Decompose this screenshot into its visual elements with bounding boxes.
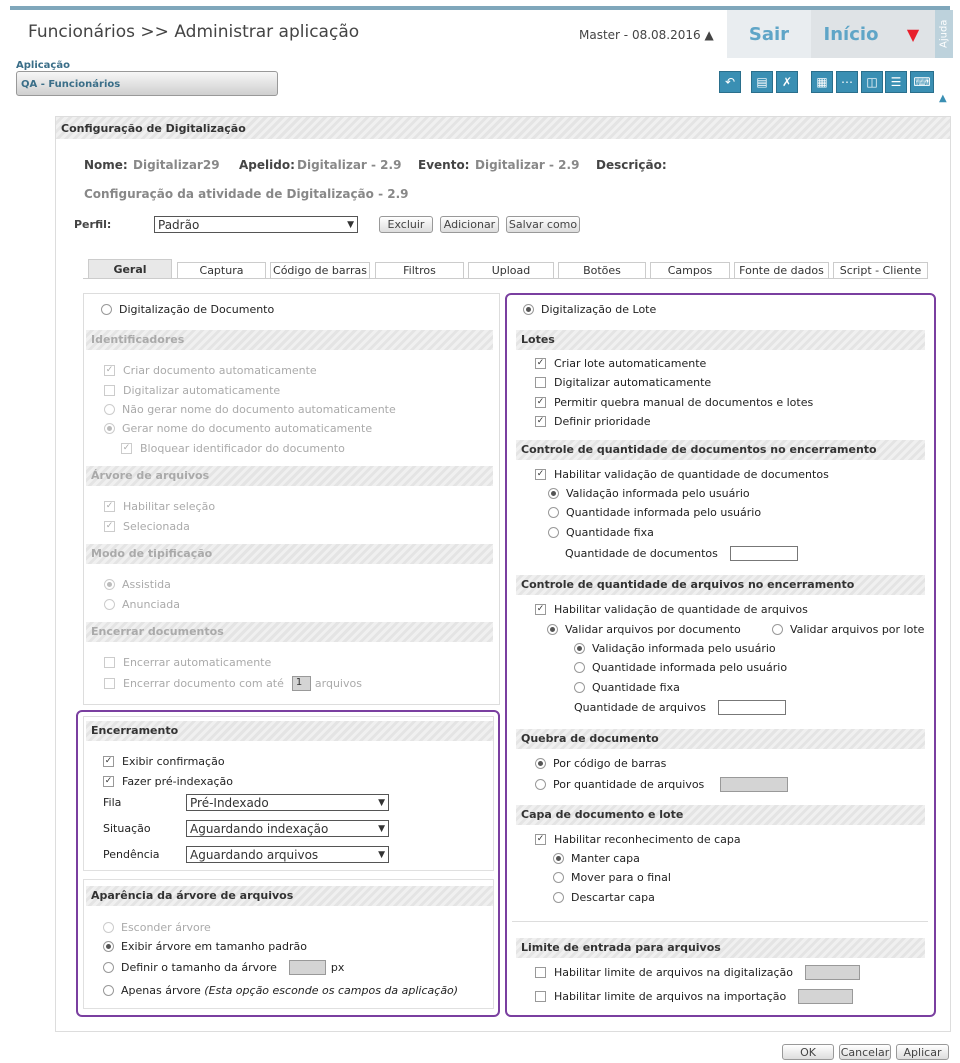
quebra-item[interactable] [535, 757, 666, 770]
radio-icon[interactable] [548, 507, 559, 518]
qtd-arquivos-input[interactable] [718, 700, 786, 715]
lotes-item[interactable] [535, 376, 711, 389]
cqa-label: Quantidade informada pelo usuário [592, 661, 788, 674]
cqd-label: Quantidade fixa [566, 526, 654, 539]
capa-item[interactable] [553, 871, 671, 884]
list-icon[interactable]: ☰ [885, 71, 907, 93]
ident-label: Digitalizar automaticamente [123, 384, 281, 397]
lotes-label: Permitir quebra manual de documentos e lotes [554, 396, 814, 409]
doc-radio[interactable] [101, 304, 112, 315]
left-panel [83, 293, 500, 705]
cqa-label: Habilitar validação de quantidade de arquivos [554, 603, 808, 616]
radio-icon[interactable] [104, 579, 115, 590]
encerramento-header: Encerramento [86, 721, 493, 741]
cancel-button[interactable]: Cancelar [840, 1045, 890, 1059]
aparencia-label: Exibir árvore em tamanho padrão [121, 940, 307, 953]
application-label: Aplicação [16, 60, 70, 71]
cqd-item[interactable] [548, 526, 654, 539]
radio-icon[interactable] [103, 985, 114, 996]
radio-icon[interactable] [553, 892, 564, 903]
quebra-item[interactable] [535, 777, 788, 792]
radio-icon[interactable] [548, 488, 559, 499]
cqd-label: Validação informada pelo usuário [566, 487, 750, 500]
situacao-value: Aguardando indexação [190, 821, 329, 836]
arvore-header: Árvore de arquivos [86, 466, 493, 486]
cqa-item[interactable] [574, 642, 776, 655]
limite-importacao-input[interactable] [798, 989, 853, 1004]
situacao-label: Situação [103, 822, 151, 835]
tab-captura[interactable]: Captura [177, 262, 266, 278]
dashes-icon[interactable]: ⋯ [836, 71, 858, 93]
encerramento-label: Fazer pré-indexação [122, 775, 233, 788]
chevron-down-icon: ▼ [347, 219, 354, 230]
limite-item[interactable] [535, 965, 860, 980]
qtd-documentos-label: Quantidade de documentos [565, 547, 718, 560]
cqa-label: Validação informada pelo usuário [592, 642, 776, 655]
aparencia-header: Aparência da árvore de arquivos [86, 886, 493, 906]
radio-icon[interactable] [103, 941, 114, 952]
evento-value: Digitalizar - 2.9 [475, 158, 580, 172]
limite-item[interactable] [535, 989, 853, 1004]
encerrar-item[interactable] [104, 656, 271, 669]
lotes-item[interactable] [535, 396, 813, 409]
capa-label: Habilitar reconhecimento de capa [554, 833, 741, 846]
tab-geral[interactable]: Geral [88, 259, 172, 278]
aparencia-item[interactable] [103, 960, 344, 975]
radio-icon[interactable] [547, 624, 558, 635]
radio-icon[interactable] [104, 404, 115, 415]
back-icon[interactable]: ↶ [719, 71, 741, 93]
capa-label: Mover para o final [571, 871, 671, 884]
cqa-item[interactable] [547, 623, 741, 636]
salvar-como-button[interactable]: Salvar como [506, 216, 580, 233]
arvore-item[interactable] [104, 500, 215, 513]
limite-header: Limite de entrada para arquivos [516, 938, 925, 958]
ident-label: Criar documento automaticamente [123, 364, 317, 377]
radio-icon[interactable] [535, 758, 546, 769]
pendencia-value: Aguardando arquivos [190, 847, 319, 862]
aparencia-note: (Esta opção esconde os campos da aplicação) [204, 984, 459, 997]
encerramento-label: Exibir confirmação [122, 755, 225, 768]
checkbox-icon[interactable]: ✓ [536, 416, 545, 426]
aparencia-item[interactable] [103, 921, 211, 934]
ident-item[interactable] [104, 384, 280, 397]
keyboard-icon[interactable]: ⌨ [910, 71, 934, 93]
adicionar-button[interactable]: Adicionar [440, 216, 499, 233]
checkbox-icon[interactable]: ✓ [536, 397, 545, 407]
radio-icon[interactable] [535, 779, 546, 790]
encerramento-item[interactable] [103, 755, 225, 768]
radio-icon[interactable] [574, 643, 585, 654]
columns-icon[interactable]: ◫ [861, 71, 883, 93]
tab-codigo-barras[interactable]: Código de barras [270, 262, 370, 278]
chevron-down-icon: ▼ [378, 797, 385, 808]
radio-icon[interactable] [553, 872, 564, 883]
name-label: Nome: [84, 158, 128, 172]
cqa-item[interactable] [574, 661, 787, 674]
logout-button[interactable]: Sair [727, 10, 811, 58]
checkbox-icon[interactable] [104, 657, 115, 668]
lotes-item[interactable] [535, 357, 706, 370]
aparencia-item[interactable] [103, 940, 307, 953]
lotes-label: Digitalizar automaticamente [554, 376, 712, 389]
fila-label: Fila [103, 796, 122, 809]
limite-label: Habilitar limite de arquivos na digitalização [554, 966, 793, 979]
quebra-label: Por quantidade de arquivos [553, 778, 705, 791]
checkbox-icon[interactable]: ✓ [122, 443, 131, 453]
checkbox-icon[interactable]: ✓ [104, 756, 113, 766]
radio-icon[interactable] [103, 962, 114, 973]
aparencia-label: Apenas árvore [121, 984, 201, 997]
modo-item[interactable] [104, 598, 180, 611]
pendencia-label: Pendência [103, 848, 160, 861]
px-label: px [330, 961, 345, 974]
doc-radio-row[interactable] [101, 303, 274, 316]
checkbox-icon[interactable]: ✓ [105, 501, 114, 511]
radio-icon[interactable] [104, 599, 115, 610]
lotes-label: Criar lote automaticamente [554, 357, 707, 370]
encerrar-label: Encerrar documento com até [123, 677, 284, 690]
situacao-select[interactable] [186, 820, 389, 837]
perfil-select[interactable] [154, 216, 358, 233]
radio-icon[interactable] [772, 624, 783, 635]
limite-label: Habilitar limite de arquivos na importação [554, 990, 787, 1003]
tab-campos[interactable]: Campos [650, 262, 730, 278]
tab-filtros[interactable]: Filtros [375, 262, 464, 278]
radio-icon[interactable] [553, 853, 564, 864]
cqa-header: Controle de quantidade de arquivos no encerramento [516, 575, 925, 595]
cqd-item[interactable] [535, 468, 829, 481]
checkbox-icon[interactable] [535, 991, 546, 1002]
encerrar-label: Encerrar automaticamente [123, 656, 272, 669]
application-select[interactable]: QA - Funcionários [16, 71, 278, 96]
cqa-label: Validar arquivos por documento [565, 623, 741, 636]
checkbox-icon[interactable] [535, 967, 546, 978]
qtd-documentos-input[interactable] [730, 546, 798, 561]
quebra-header: Quebra de documento [516, 729, 925, 749]
arquivos-label: arquivos [314, 677, 362, 690]
name-value: Digitalizar29 [133, 158, 220, 172]
lote-radio-row[interactable] [523, 303, 656, 316]
ident-item[interactable] [104, 422, 372, 435]
capa-item[interactable] [535, 833, 741, 846]
user-icon: ▲ [704, 28, 714, 42]
cqd-item[interactable] [548, 506, 761, 519]
divider [512, 921, 928, 922]
cqd-label: Habilitar validação de quantidade de documentos [554, 468, 829, 481]
quebra-label: Por código de barras [553, 757, 667, 770]
lote-radio-label: Digitalização de Lote [541, 303, 657, 316]
perfil-value: Padrão [158, 217, 200, 232]
arvore-label: Selecionada [123, 520, 190, 533]
ident-label: Bloquear identificador do documento [140, 442, 345, 455]
radio-icon[interactable] [574, 682, 585, 693]
tamanho-input[interactable] [289, 960, 326, 975]
ident-item[interactable] [121, 442, 345, 455]
apelido-value: Digitalizar - 2.9 [297, 158, 402, 172]
cqd-label: Quantidade informada pelo usuário [566, 506, 762, 519]
ident-item[interactable] [104, 364, 317, 377]
checkbox-icon[interactable] [535, 377, 546, 388]
encerrar-item[interactable] [104, 676, 362, 691]
apelido-label: Apelido: [239, 158, 295, 172]
home-button[interactable]: Início [811, 10, 891, 58]
menu-dropdown-icon[interactable]: ▼ [891, 10, 935, 58]
checkbox-icon[interactable] [104, 678, 115, 689]
encerramento-item[interactable] [103, 775, 233, 788]
aparencia-label: Definir o tamanho da árvore [121, 961, 277, 974]
aparencia-label: Esconder árvore [121, 921, 211, 934]
cqa-label: Quantidade fixa [592, 681, 680, 694]
lotes-label: Definir prioridade [554, 415, 651, 428]
aparencia-item[interactable] [103, 984, 458, 997]
breadcrumb: Funcionários >> Administrar aplicação [28, 22, 360, 42]
lotes-item[interactable] [535, 415, 651, 428]
excluir-button[interactable]: Excluir [379, 216, 433, 233]
modo-item[interactable] [104, 578, 171, 591]
ident-label: Gerar nome do documento automaticamente [122, 422, 373, 435]
document-icon[interactable]: ▤ [751, 71, 773, 93]
doc-radio-label: Digitalização de Documento [119, 303, 275, 316]
encerrar-count-input[interactable]: 1 [292, 676, 311, 691]
modo-label: Anunciada [122, 598, 181, 611]
cqd-header: Controle de quantidade de documentos no encerramento [516, 440, 925, 460]
chevron-down-icon: ▼ [378, 849, 385, 860]
checkbox-icon[interactable]: ✓ [536, 834, 545, 844]
collapse-icon[interactable]: ▲ [939, 93, 947, 104]
tab-divider [83, 278, 928, 279]
identificadores-header: Identificadores [86, 330, 493, 350]
evento-label: Evento: [418, 158, 470, 172]
radio-icon[interactable] [104, 423, 115, 434]
radio-icon[interactable] [548, 527, 559, 538]
user-info [579, 28, 714, 42]
tab-botoes[interactable]: Botões [558, 262, 646, 278]
modo-label: Assistida [122, 578, 171, 591]
ident-item[interactable] [104, 403, 396, 416]
config-title: Configuração de Digitalização [56, 117, 950, 139]
checkbox-icon[interactable]: ✓ [536, 469, 545, 479]
capa-item[interactable] [553, 891, 655, 904]
ident-label: Não gerar nome do documento automaticamente [122, 403, 396, 416]
tab-upload[interactable]: Upload [468, 262, 554, 278]
encerrar-header: Encerrar documentos [86, 622, 493, 642]
help-tab[interactable]: Ajuda [935, 10, 953, 58]
tab-script-cliente[interactable]: Script - Cliente [833, 262, 928, 278]
ok-button[interactable]: OK [782, 1044, 834, 1060]
capa-label: Manter capa [571, 852, 640, 865]
perfil-label: Perfil: [74, 218, 112, 231]
cqd-item[interactable] [548, 487, 750, 500]
lote-radio[interactable] [523, 304, 534, 315]
lotes-header: Lotes [516, 330, 925, 350]
cqa-item[interactable] [574, 681, 680, 694]
arvore-item[interactable] [104, 520, 190, 533]
fila-select[interactable] [186, 794, 389, 811]
checkbox-icon[interactable]: ✓ [104, 776, 113, 786]
modo-header: Modo de tipificação [86, 544, 493, 564]
checkbox-icon[interactable]: ✓ [105, 521, 114, 531]
qtd-arquivos-label: Quantidade de arquivos [574, 701, 706, 714]
arvore-label: Habilitar seleção [123, 500, 216, 513]
apply-button[interactable]: Aplicar [896, 1044, 949, 1060]
checkbox-icon[interactable]: ✓ [536, 358, 545, 368]
user-name: Master - 08.08.2016 [579, 28, 701, 42]
grid-icon[interactable]: ▦ [811, 71, 833, 93]
fila-value: Pré-Indexado [190, 795, 269, 810]
config-subtitle: Configuração da atividade de Digitalização - 2.9 [84, 187, 409, 201]
qtd-arquivos-row [574, 700, 786, 715]
capa-label: Descartar capa [571, 891, 655, 904]
chevron-down-icon: ▼ [378, 823, 385, 834]
cqa-item[interactable] [535, 603, 808, 616]
checkbox-icon[interactable]: ✓ [105, 365, 114, 375]
tools-icon[interactable]: ✗ [776, 71, 798, 93]
limite-digitalizacao-input[interactable] [805, 965, 860, 980]
capa-item[interactable] [553, 852, 640, 865]
descricao-label: Descrição: [596, 158, 667, 172]
cqa-label: Validar arquivos por lote [790, 623, 925, 636]
checkbox-icon[interactable]: ✓ [536, 604, 545, 614]
capa-header: Capa de documento e lote [516, 805, 925, 825]
radio-icon[interactable] [103, 922, 114, 933]
quebra-qtd-input[interactable] [720, 777, 788, 792]
pendencia-select[interactable] [186, 846, 389, 863]
radio-icon[interactable] [574, 662, 585, 673]
checkbox-icon[interactable] [104, 385, 115, 396]
cqa-item[interactable] [772, 623, 924, 636]
qtd-documentos-row [565, 546, 798, 561]
tab-fonte-dados[interactable]: Fonte de dados [734, 262, 829, 278]
